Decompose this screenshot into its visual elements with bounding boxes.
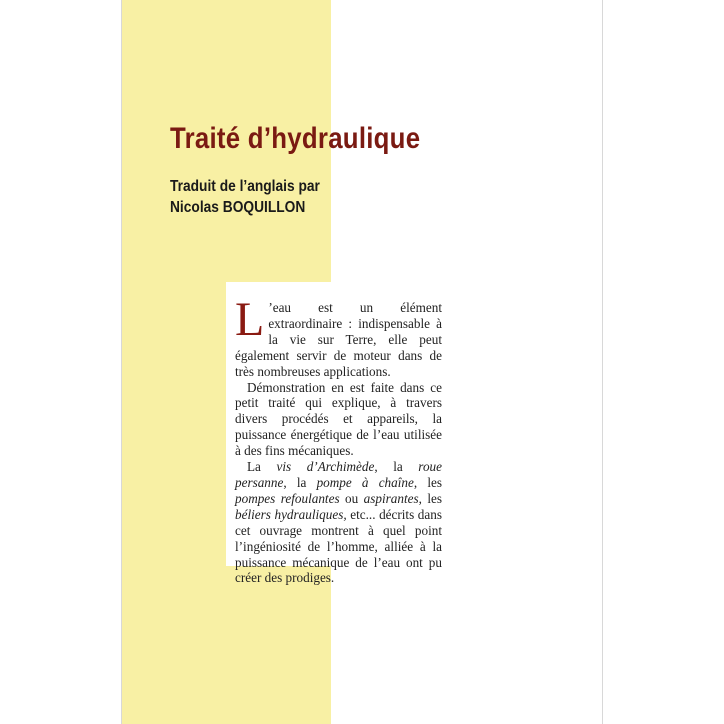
p3-part: , les <box>418 490 443 506</box>
translator-name <box>170 197 320 218</box>
p3-italic: pompes refoulantes <box>235 490 340 506</box>
translator-last-name: BOQUILLON <box>222 199 306 216</box>
blurb-paragraph-2: Démonstration en est faite dans ce petit traité qui explique, à travers divers procédés et appareils, la puissance énergétique de l’eau utilisée à des fins mécaniques. <box>235 379 442 459</box>
translator-first-name: Nicolas <box>170 199 223 216</box>
book-cover <box>121 0 603 724</box>
translator-line: Traduit de l’anglais par <box>170 178 320 195</box>
blurb-paragraph-3 <box>235 459 442 586</box>
drop-cap: L <box>235 293 265 346</box>
p3-part: ou <box>339 490 364 506</box>
blurb-text <box>235 293 443 586</box>
p3-italic: aspirantes <box>363 490 419 506</box>
p3-part: La <box>247 459 277 475</box>
p3-italic: vis d’Archimède <box>276 459 375 475</box>
p3-part: , les <box>413 474 442 490</box>
p3-part: etc... décrits dans cet ouvrage montrent à quel point l’ingéniosité de l’homme, alliée à la puissance mécanique de l’eau ont pu créer des prodiges. <box>235 506 442 586</box>
p3-part: , la <box>283 474 317 490</box>
blurb-paragraph-1 <box>235 293 442 380</box>
blurb-p1-text: ’eau est un élément extraordinaire : indispensable à la vie sur Terre, elle peut également servir de moteur dans de très nombreuses applications. <box>235 300 442 379</box>
book-title: Traité d’hydraulique <box>170 122 421 155</box>
p3-italic: béliers hydrauliques, <box>235 506 347 522</box>
translator-credit <box>170 176 320 218</box>
p3-italic: pompe à chaîne <box>316 474 414 490</box>
p3-italic: roue persanne <box>235 459 442 490</box>
p3-part: , la <box>374 459 419 475</box>
blurb-box <box>226 282 452 586</box>
